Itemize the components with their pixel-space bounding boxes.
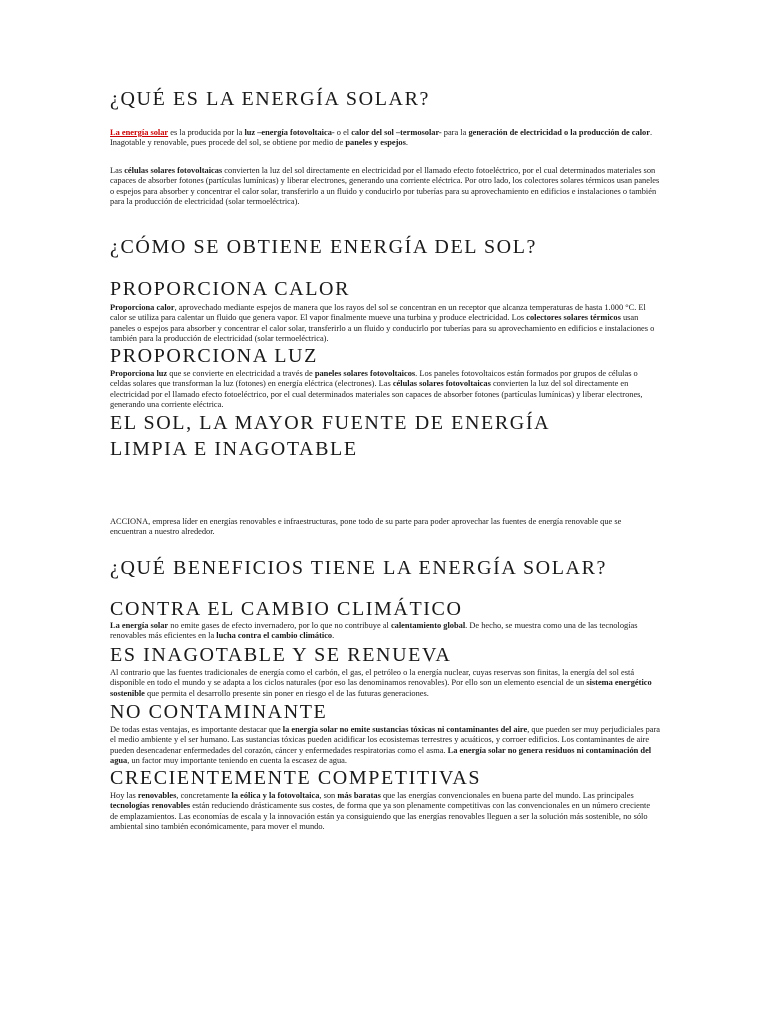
heading-no-contaminante: NO CONTAMINANTE xyxy=(110,701,328,723)
celulas-paragraph: Las células solares fotovoltaicas convierten la luz del sol directamente en electricidad por el llamado efecto fotoeléctrico, por el cual determinados materiales son capaces de absorber fotones (partículas lumínicas) y liberar electrones, generando una corriente eléctrica. Por otro lado, los colectores solares térmicos usan paneles o espejos para absorber y concentrar el calor solar, transferirlo a un fluido y conducirlo por tuberías para su aprovechamiento en edificios e instalaciones o también para la producción de electricidad (solar termoeléctrica). xyxy=(110,166,660,207)
cambio-paragraph: La energía solar no emite gases de efecto invernadero, por lo que no contribuye al calentamiento global. De hecho, se muestra como una de las tecnologías renovables más eficientes en la lucha contra el cambio climático. xyxy=(110,621,638,641)
heading-que-beneficios: ¿QUÉ BENEFICIOS TIENE LA ENERGÍA SOLAR? xyxy=(110,557,607,579)
calor-paragraph: Proporciona calor, aprovechado mediante espejos de manera que los rayos del sol se concentran en un receptor que alcanza temperaturas de hasta 1.000 °C. El calor se utiliza para calentar un fluido que genera vapor. El vapor finalmente mueve una turbina y produce electricidad. Los colectores solares térmicos usan paneles o espejos para absorber y concentrar el calor solar, transferirlo a un fluido y conducirlo por tuberías para su aprovechamiento en edificios e instalaciones o también para la producción de electricidad (solar termoeléctrica). xyxy=(110,303,655,344)
heading-el-sol-mayor-fuente: EL SOL, LA MAYOR FUENTE DE ENERGÍA xyxy=(110,412,551,434)
link-energia-solar[interactable]: La energía solar xyxy=(110,128,169,137)
heading-proporciona-calor: PROPORCIONA CALOR xyxy=(110,278,351,300)
intro-paragraph: La energía solar es la producida por la luz –energía fotovoltaica- o el calor del sol –termosolar- para la generación de electricidad o la producción de calor. Inagotable y renovable, pues procede del sol, se obtiene por medio de paneles y espejos. xyxy=(110,128,653,148)
heading-limpia-inagotable: LIMPIA E INAGOTABLE xyxy=(110,438,358,460)
heading-como-se-obtiene: ¿CÓMO SE OBTIENE ENERGÍA DEL SOL? xyxy=(110,236,538,258)
luz-paragraph: Proporciona luz que se convierte en electricidad a través de paneles solares fotovoltaicos. Los paneles fotovoltaicos están formados por grupos de células o celdas solares que transforman la luz (fotones) en energía eléctrica (electrones). Las células solares fotovoltaicas convierten la luz del sol directamente en electricidad por el llamado efecto fotoeléctrico, por el cual determinados materiales son capaces de absorber fotones (partículas lumínicas) y liberar electrones, generando una corriente eléctrica. xyxy=(110,369,643,410)
heading-proporciona-luz: PROPORCIONA LUZ xyxy=(110,345,318,367)
competitivas-paragraph: Hoy las renovables, concretamente la eólica y la fotovoltaica, son más baratas que las energías convencionales en buena parte del mundo. Las principales tecnologías renovables están reduciendo drásticamente sus costes, de forma que ya son plenamente competitivas con las convencionales en un número creciente de emplazamientos. Las economías de escala y la innovación están ya consiguiendo que las energías renovables lleguen a ser la solución más sostenible, no sólo ambiental sino también económicamente, para mover el mundo. xyxy=(110,791,651,832)
heading-es-inagotable: ES INAGOTABLE Y SE RENUEVA xyxy=(110,644,452,666)
inagotable-paragraph: Al contrario que las fuentes tradicionales de energía como el carbón, el gas, el petróleo o la energía nuclear, cuyas reservas son finitas, la energía del sol está disponible en todo el mundo y se adapta a los ciclos naturales (por eso las denominamos renovables). Por ello son un elemento esencial de un sistema energético sostenible que permita el desarrollo presente sin poner en riesgo el de las futuras generaciones. xyxy=(110,668,652,698)
heading-crecientemente-competitivas: CRECIENTEMENTE COMPETITIVAS xyxy=(110,767,482,789)
acciona-paragraph: ACCIONA, empresa líder en energías renovables e infraestructuras, pone todo de su parte para poder aprovechar las fuentes de energía renovable que se encuentran a nuestro alrededor. xyxy=(110,517,622,537)
no-contaminante-paragraph: De todas estas ventajas, es importante destacar que la energía solar no emite sustancias tóxicas ni contaminantes del aire, que pueden ser muy perjudiciales para el medio ambiente y el ser humano. Las sustancias tóxicas pueden acidificar los ecosistemas terrestres y acuáticos, y corroer edificios. Los contaminantes de aire pueden desencadenar enfermedades del corazón, cáncer y enfermedades respiratorias como el asma. La energía solar no genera residuos ni contaminación del agua, un factor muy importante teniendo en cuenta la escasez de agua. xyxy=(110,725,661,766)
heading-contra-cambio-climatico: CONTRA EL CAMBIO CLIMÁTICO xyxy=(110,598,463,620)
heading-que-es-energia-solar: ¿QUÉ ES LA ENERGÍA SOLAR? xyxy=(110,88,430,110)
